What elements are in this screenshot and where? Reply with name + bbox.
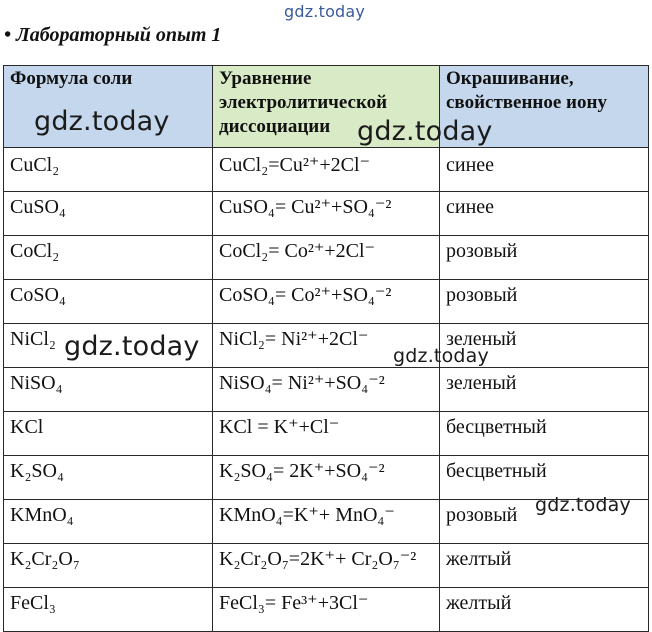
table-row — [4, 236, 649, 280]
cell-color: синее — [440, 192, 649, 236]
cell-color: зеленый — [440, 368, 649, 412]
cell-formula: CuCl₂ — [4, 148, 213, 192]
cell-equation: KCl = K⁺+Cl⁻ — [213, 412, 440, 456]
watermark: gdz.today — [34, 106, 170, 137]
cell-formula: CuSO₄ — [4, 192, 213, 236]
header-formula: Формула соли — [4, 66, 213, 148]
table-row — [4, 588, 649, 632]
table-row — [4, 544, 649, 588]
table-row — [4, 280, 649, 324]
watermark: gdz.today — [535, 494, 631, 516]
cell-formula: NiCl₂ — [4, 324, 213, 368]
cell-equation: CoCl₂= Co²⁺+2Cl⁻ — [213, 236, 440, 280]
cell-formula: CoSO₄ — [4, 280, 213, 324]
cell-formula: KMnO₄ — [4, 500, 213, 544]
cell-equation: K₂SO₄= 2K⁺+SO₄⁻² — [213, 456, 440, 500]
cell-color: розовый — [440, 500, 649, 544]
cell-formula: K₂SO₄ — [4, 456, 213, 500]
cell-color: синее — [440, 148, 649, 192]
watermark-top: gdz.today — [284, 2, 366, 21]
table-row — [4, 500, 649, 544]
table-row — [4, 368, 649, 412]
header-equation: Уравнение электролитической диссоциации — [213, 66, 440, 148]
page-title: • Лабораторный опыт 1 — [4, 24, 222, 46]
watermark: gdz.today — [64, 331, 200, 362]
cell-color: бесцветный — [440, 456, 649, 500]
cell-color: желтый — [440, 544, 649, 588]
cell-equation: CuSO₄= Cu²⁺+SO₄⁻² — [213, 192, 440, 236]
cell-equation: NiSO₄= Ni²⁺+SO₄⁻² — [213, 368, 440, 412]
cell-formula: NiSO₄ — [4, 368, 213, 412]
cell-color: розовый — [440, 280, 649, 324]
header-color: Окрашивание, свойственное иону — [440, 66, 649, 148]
cell-color: розовый — [440, 236, 649, 280]
table-row — [4, 192, 649, 236]
cell-formula: KCl — [4, 412, 213, 456]
cell-equation: NiCl₂= Ni²⁺+2Cl⁻ — [213, 324, 440, 368]
cell-equation: KMnO₄=K⁺+ MnO₄⁻ — [213, 500, 440, 544]
watermark: gdz.today — [393, 345, 489, 367]
watermark: gdz.today — [357, 116, 493, 147]
cell-color: бесцветный — [440, 412, 649, 456]
table-row — [4, 412, 649, 456]
cell-equation: FeCl₃= Fe³⁺+3Cl⁻ — [213, 588, 440, 632]
cell-formula: FeCl₃ — [4, 588, 213, 632]
cell-formula: K₂Cr₂O₇ — [4, 544, 213, 588]
cell-equation: K₂Cr₂O₇=2K⁺+ Cr₂O₇⁻² — [213, 544, 440, 588]
cell-color: желтый — [440, 588, 649, 632]
cell-formula: CoCl₂ — [4, 236, 213, 280]
cell-color: зеленый — [440, 324, 649, 368]
cell-equation: CoSO₄= Co²⁺+SO₄⁻² — [213, 280, 440, 324]
table-row — [4, 324, 649, 368]
table-row — [4, 148, 649, 192]
table-header-row — [4, 66, 649, 148]
salts-table — [3, 65, 649, 632]
cell-equation: CuCl₂=Cu²⁺+2Cl⁻ — [213, 148, 440, 192]
table-row — [4, 456, 649, 500]
